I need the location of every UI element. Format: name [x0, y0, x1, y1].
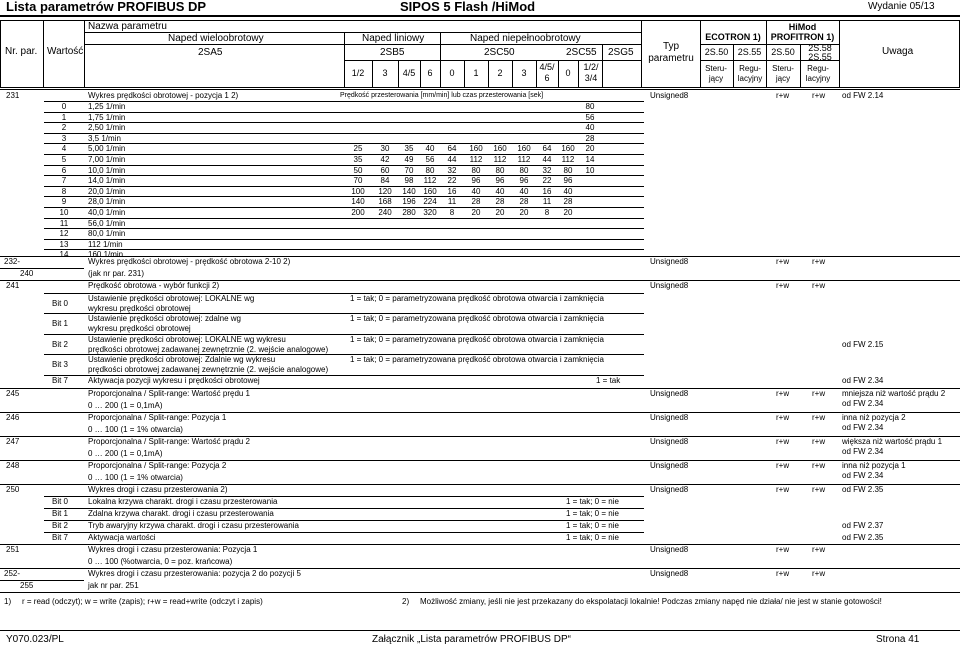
row-value: 49: [404, 155, 414, 164]
row-speed: 40,0 1/min: [88, 208, 126, 217]
row-speed: 3,5 1/min: [88, 134, 121, 143]
bit-label: Bit 0: [52, 299, 69, 308]
bit-label: Bit 3: [52, 360, 69, 369]
row-value: 20: [495, 208, 505, 217]
bit-label: Bit 0: [52, 497, 69, 506]
row-index: 2: [61, 123, 67, 132]
param-note: od FW 2.35: [842, 533, 884, 542]
row-line: [44, 239, 644, 240]
bit-label: Bit 7: [52, 376, 69, 385]
bit-description: Aktywacja pozycji wykresu i prędkości obrotowej: [88, 376, 260, 385]
param-number: 248: [6, 461, 20, 470]
row-value: 140: [402, 187, 416, 196]
row-speed: 10,0 1/min: [88, 166, 126, 175]
row-value: 40: [563, 187, 573, 196]
param-name: Wykres drogi i czasu przesterowania: pozycja 2 do pozycji 5: [88, 569, 301, 578]
row-value: 50: [353, 166, 363, 175]
row-value: 28: [563, 197, 573, 206]
param-note: mniejsza niż wartość prądu 2: [842, 389, 946, 398]
row-value: 20: [471, 208, 481, 217]
row-value: 96: [471, 176, 481, 185]
param-name: Wykres prędkości obrotowej - pozycja 1 2): [88, 91, 239, 100]
row-value: 40: [471, 187, 481, 196]
header-wartosc: Wartość: [47, 46, 84, 57]
row-value: 60: [380, 166, 390, 175]
param-access-ster: r+w: [776, 461, 790, 470]
row-value: 64: [542, 144, 552, 153]
param-name: Proporcjonalna / Split-range: Pozycja 1: [88, 413, 227, 422]
header-nr-par: Nr. par.: [5, 46, 38, 57]
footnote-1: r = read (odczyt); w = write (zapis); r+w = read+write (odczyt i zapis): [22, 597, 263, 606]
row-index: 11: [59, 219, 69, 228]
param-type: Unsigned8: [650, 413, 689, 422]
bit-value: 1 = tak: [596, 376, 621, 385]
header-2sb5: 2SB5: [380, 47, 405, 58]
param-name: Proporcjonalna / Split-range: Wartość prędu 1: [88, 389, 251, 398]
header-2s50-b: 2S.50: [771, 47, 795, 57]
size-col: 4/5: [402, 68, 416, 78]
row-line: [44, 218, 644, 219]
param-access-reg: r+w: [812, 485, 826, 494]
param-access-reg: r+w: [812, 569, 826, 578]
row-speed: 5,00 1/min: [88, 144, 126, 153]
size-col: 1: [473, 68, 479, 78]
param-name: Proporcjonalna / Split-range: Pozycja 2: [88, 461, 227, 470]
row-index: 5: [61, 155, 67, 164]
param-note: inna niż pozycja 2: [842, 413, 906, 422]
bit-value: 1 = tak; 0 = nie: [566, 533, 619, 542]
row-value: 20: [585, 144, 595, 153]
header-typ: Typ parametru: [648, 41, 694, 64]
param-access-reg: r+w: [812, 413, 826, 422]
param-range: 0 … 100 (1 = 1% otwarcia): [88, 473, 183, 482]
param-name: Wykres drogi i czasu przesterowania: Pozycja 1: [88, 545, 258, 554]
bit-description: Zdalna krzywa charakt. drogi i czasu przesterowania: [88, 509, 274, 518]
row-value: 200: [351, 208, 365, 217]
row-line: [44, 249, 644, 250]
param-access-ster: r+w: [776, 413, 790, 422]
row-index: 9: [61, 197, 67, 206]
row-value: 112: [561, 155, 575, 164]
row-value: 11: [447, 197, 457, 206]
row-speed: 80,0 1/min: [88, 229, 126, 238]
row-value: 16: [447, 187, 457, 196]
param-number: 240: [20, 269, 34, 278]
footer-appendix: Załącznik „Lista parametrów PROFIBUS DP“: [372, 634, 571, 645]
row-index: 8: [61, 187, 67, 196]
row-value: 160: [469, 144, 483, 153]
row-value: 96: [519, 176, 529, 185]
header-2sg5: 2SG5: [608, 47, 634, 58]
header-profitron: PROFITRON 1): [770, 32, 835, 42]
row-value: 100: [351, 187, 365, 196]
row-index: 6: [61, 166, 67, 175]
row-value: 35: [353, 155, 363, 164]
bit-value: 1 = tak; 0 = parametryzowana prędkość obrotowa otwarcia i zamknięcia: [350, 294, 604, 303]
param-range: 0 … 200 (1 = 0,1mA): [88, 401, 163, 410]
bit-label: Bit 1: [52, 509, 69, 518]
row-value: 25: [353, 144, 363, 153]
param-range: 0 … 200 (1 = 0,1mA): [88, 449, 163, 458]
param-number: 247: [6, 437, 20, 446]
param-name: Proporcjonalna / Split-range: Wartość prądu 2: [88, 437, 251, 446]
header-2s55-a: 2S.55: [737, 47, 762, 57]
row-value: 14: [585, 155, 595, 164]
param-name: Prędkość obrotowa - wybór funkcji 2): [88, 281, 220, 290]
document-center-title: SIPOS 5 Flash /HiMod: [400, 0, 536, 14]
row-value: 30: [380, 144, 390, 153]
param-number: 255: [20, 581, 34, 590]
param-access-ster: r+w: [776, 485, 790, 494]
row-value: 80: [519, 166, 529, 175]
row-speed: 1,25 1/min: [88, 102, 126, 111]
param-access-reg: r+w: [812, 437, 826, 446]
param-description: Prędkość przesterowania [mm/min] lub czas przesterowania [sek]: [340, 92, 544, 99]
footer-rule: [0, 630, 960, 631]
header-2s50-a: 2S.50: [704, 47, 729, 57]
bit-label: Bit 2: [52, 521, 69, 530]
param-access-reg: r+w: [812, 281, 826, 290]
header-uwaga: Uwaga: [882, 46, 914, 57]
header-nazwa: Nazwa parametru: [88, 21, 167, 32]
bit-description: Ustawienie prędkości obrotowej: LOKALNE wg: [88, 294, 255, 303]
row-value: 44: [447, 155, 457, 164]
param-access-ster: r+w: [776, 389, 790, 398]
row-speed: 14,0 1/min: [88, 176, 126, 185]
row-value: 160: [517, 144, 531, 153]
row-line: [44, 112, 644, 113]
row-value: 196: [402, 197, 416, 206]
footnote-2: Możliwość zmiany, jeśli nie jest przekazany do ekspolatacji lokalnie! Podczas zmiany napęd nie działa/ nie jest w stanie gotowości!: [420, 597, 882, 606]
bit-description: Lokalna krzywa charakt. drogi i czasu przesterowania: [88, 497, 278, 506]
bit-description: Aktywacja wartości: [88, 533, 156, 542]
param-type: Unsigned8: [650, 569, 689, 578]
row-value: 40: [495, 187, 505, 196]
param-note: od FW 2.14: [842, 91, 884, 100]
row-index: 3: [61, 134, 67, 143]
bit-description: Ustawienie prędkości obrotowej: LOKALNE wg wykresu: [88, 335, 286, 344]
param-access-reg: r+w: [812, 91, 826, 100]
param-note: od FW 2.34: [842, 376, 884, 385]
row-value: 80: [585, 102, 595, 111]
row-speed: 7,00 1/min: [88, 155, 126, 164]
row-value: 64: [447, 144, 457, 153]
row-line: [44, 133, 644, 134]
param-note: od FW 2.35: [842, 485, 884, 494]
param-type: Unsigned8: [650, 389, 689, 398]
size-col: 3: [382, 68, 388, 78]
row-value: 28: [495, 197, 505, 206]
row-value: 112: [469, 155, 483, 164]
size-col: 2: [497, 68, 503, 78]
row-value: 112: [423, 176, 437, 185]
row-value: 96: [495, 176, 505, 185]
row-value: 28: [519, 197, 529, 206]
row-value: 20: [519, 208, 529, 217]
param-type: Unsigned8: [650, 485, 689, 494]
bit-value: 1 = tak; 0 = parametryzowana prędkość obrotowa otwarcia i zamknięcia: [350, 335, 604, 344]
title-rule: [0, 15, 960, 17]
row-value: 44: [542, 155, 552, 164]
row-value: 11: [542, 197, 552, 206]
footer-doc-code: Y070.023/PL: [6, 634, 64, 645]
footer-page: Strona 41: [876, 634, 920, 645]
param-type: Unsigned8: [650, 91, 689, 100]
param-number: 250: [6, 485, 20, 494]
param-number: 232-: [4, 257, 21, 266]
row-value: 224: [423, 197, 437, 206]
row-index: 12: [59, 229, 69, 238]
bit-description: wykresu prędkości obrotowej: [88, 304, 191, 313]
header-naped-wieloobrotowy: Naped wieloobrotowy: [168, 33, 264, 44]
row-index: 7: [61, 176, 67, 185]
row-value: 120: [378, 187, 392, 196]
param-access-reg: r+w: [812, 257, 826, 266]
row-value: 84: [380, 176, 390, 185]
header-regulacyjny: Regu- lacyjny: [805, 64, 831, 83]
param-number: 246: [6, 413, 20, 422]
bit-description: Tryb awaryjny krzywa charakt. drogi i czasu przesterowania: [88, 521, 299, 530]
row-value: 28: [471, 197, 481, 206]
param-number: 241: [6, 281, 20, 290]
row-value: 35: [404, 144, 414, 153]
param-type: Unsigned8: [650, 437, 689, 446]
row-value: 56: [585, 113, 595, 122]
header-sterujacy: Steru- jący: [705, 64, 727, 83]
param-access-reg: r+w: [812, 389, 826, 398]
param-access-reg: r+w: [812, 545, 826, 554]
row-speed: 1,75 1/min: [88, 113, 126, 122]
row-value: 70: [404, 166, 414, 175]
bit-value: 1 = tak; 0 = nie: [566, 509, 619, 518]
row-line: [44, 122, 644, 123]
param-access-reg: r+w: [812, 461, 826, 470]
row-value: 8: [544, 208, 550, 217]
row-value: 80: [425, 166, 435, 175]
bit-description: prędkości obrotowej zadawanej zewnętrznie (2. wejście analogowe): [88, 365, 329, 374]
bit-label: Bit 1: [52, 319, 69, 328]
row-value: 80: [471, 166, 481, 175]
row-value: 112: [517, 155, 531, 164]
row-value: 16: [542, 187, 552, 196]
header-2sc50: 2SC50: [484, 47, 515, 58]
row-value: 112: [493, 155, 507, 164]
param-number: 252-: [4, 569, 21, 578]
param-note: od FW 2.37: [842, 521, 884, 530]
row-value: 320: [423, 208, 437, 217]
size-col: 1/2/ 3/4: [583, 62, 599, 83]
row-value: 8: [449, 208, 455, 217]
size-col: 6: [427, 68, 433, 78]
footnote-1-mark: 1): [4, 597, 12, 606]
bit-value: 1 = tak; 0 = nie: [566, 521, 619, 530]
row-value: 28: [585, 134, 595, 143]
bit-description: wykresu prędkości obrotowej: [88, 324, 191, 333]
param-type: Unsigned8: [650, 257, 689, 266]
bit-label: Bit 2: [52, 340, 69, 349]
param-note: większa niż wartość prądu 1: [842, 437, 943, 446]
row-line: [44, 228, 644, 229]
param-access-ster: r+w: [776, 545, 790, 554]
row-value: 40: [585, 123, 595, 132]
row-value: 42: [380, 155, 390, 164]
header-ecotron: ECOTRON 1): [705, 32, 761, 42]
row-value: 70: [353, 176, 363, 185]
header-sterujacy: Steru- jący: [772, 64, 794, 83]
bit-description: Ustawienie prędkości obrotowej: Zdalnie wg wykresu: [88, 355, 276, 364]
param-access-ster: r+w: [776, 281, 790, 290]
row-line: [44, 101, 644, 102]
param-type: Unsigned8: [650, 281, 689, 290]
row-value: 160: [423, 187, 437, 196]
param-range: 0 … 100 (1 = 1% otwarcia): [88, 425, 183, 434]
param-type: Unsigned8: [650, 545, 689, 554]
param-access-ster: r+w: [776, 569, 790, 578]
row-value: 96: [563, 176, 573, 185]
edition-label: Wydanie 05/13: [868, 1, 935, 12]
row-speed: 28,0 1/min: [88, 197, 126, 206]
header-regulacyjny: Regu- lacyjny: [737, 64, 763, 83]
row-value: 32: [447, 166, 457, 175]
row-index: 4: [61, 144, 67, 153]
row-value: 98: [404, 176, 414, 185]
row-value: 40: [519, 187, 529, 196]
param-note: od FW 2.15: [842, 340, 884, 349]
header-himod: HiMod: [788, 22, 817, 32]
footnote-2-mark: 2): [402, 597, 410, 606]
param-type: Unsigned8: [650, 461, 689, 470]
bit-label: Bit 7: [52, 533, 69, 542]
row-index: 13: [59, 240, 69, 249]
row-value: 22: [447, 176, 457, 185]
param-note: od FW 2.34: [842, 447, 884, 456]
row-value: 32: [542, 166, 552, 175]
param-number: 245: [6, 389, 20, 398]
row-index: 1: [61, 113, 67, 122]
header-naped-niepelnoobrotowy: Naped niepełnoobrotowy: [470, 33, 581, 44]
param-name: jak nr par. 251: [88, 581, 139, 590]
size-col: 0: [565, 68, 571, 78]
header-2sa5: 2SA5: [198, 47, 223, 58]
row-speed: 20,0 1/min: [88, 187, 126, 196]
size-col: 3: [521, 68, 527, 78]
param-access-ster: r+w: [776, 437, 790, 446]
size-col: 4/5/ 6: [539, 62, 555, 83]
bit-value: 1 = tak; 0 = parametryzowana prędkość obrotowa otwarcia i zamknięcia: [350, 355, 604, 364]
row-speed: 56,0 1/min: [88, 219, 126, 228]
param-access-ster: r+w: [776, 91, 790, 100]
row-value: 40: [425, 144, 435, 153]
param-name: Wykres drogi i czasu przesterowania 2): [88, 485, 228, 494]
row-value: 80: [563, 166, 573, 175]
row-value: 168: [378, 197, 392, 206]
row-value: 160: [493, 144, 507, 153]
document-title: Lista parametrów PROFIBUS DP: [6, 0, 207, 14]
row-value: 280: [402, 208, 416, 217]
param-number: 231: [6, 91, 20, 100]
header-naped-liniowy: Naped liniowy: [362, 33, 425, 44]
row-speed: 112 1/min: [88, 240, 123, 249]
row-index: 10: [59, 208, 69, 217]
param-note: od FW 2.34: [842, 423, 884, 432]
row-speed: 160 1/min: [88, 250, 124, 259]
row-speed: 2,50 1/min: [88, 123, 126, 132]
param-note: od FW 2.34: [842, 471, 884, 480]
row-value: 22: [542, 176, 552, 185]
row-value: 140: [351, 197, 365, 206]
param-name: Wykres prędkości obrotowej - prędkość obrotowa 2-10 2): [88, 257, 291, 266]
row-value: 56: [425, 155, 435, 164]
size-col: 0: [449, 68, 455, 78]
row-value: 10: [585, 166, 595, 175]
row-index: 14: [59, 250, 69, 259]
param-note: od FW 2.34: [842, 399, 884, 408]
row-value: 160: [561, 144, 575, 153]
param-number: 251: [6, 545, 20, 554]
bit-description: prędkości obrotowej zadawanej zewnętrznie (2. wejście analogowe): [88, 345, 329, 354]
row-value: 240: [378, 208, 392, 217]
row-value: 20: [563, 208, 573, 217]
param-range: 0 … 100 (%otwarcia, 0 = poz. krańcowa): [88, 557, 233, 566]
size-col: 1/2: [351, 68, 365, 78]
bit-value: 1 = tak; 0 = parametryzowana prędkość obrotowa otwarcia i zamknięcia: [350, 314, 604, 323]
bit-description: Ustawienie prędkości obrotowej: zdalne wg: [88, 314, 241, 323]
param-access-ster: r+w: [776, 257, 790, 266]
header-2s58: 2S.58 2S.55: [808, 43, 832, 62]
param-name: (jak nr par. 231): [88, 269, 145, 278]
param-note: inna niż pozycja 1: [842, 461, 906, 470]
bit-value: 1 = tak; 0 = nie: [566, 497, 619, 506]
header-2sc55: 2SC55: [566, 47, 597, 58]
row-value: 80: [495, 166, 505, 175]
row-index: 0: [61, 102, 67, 111]
